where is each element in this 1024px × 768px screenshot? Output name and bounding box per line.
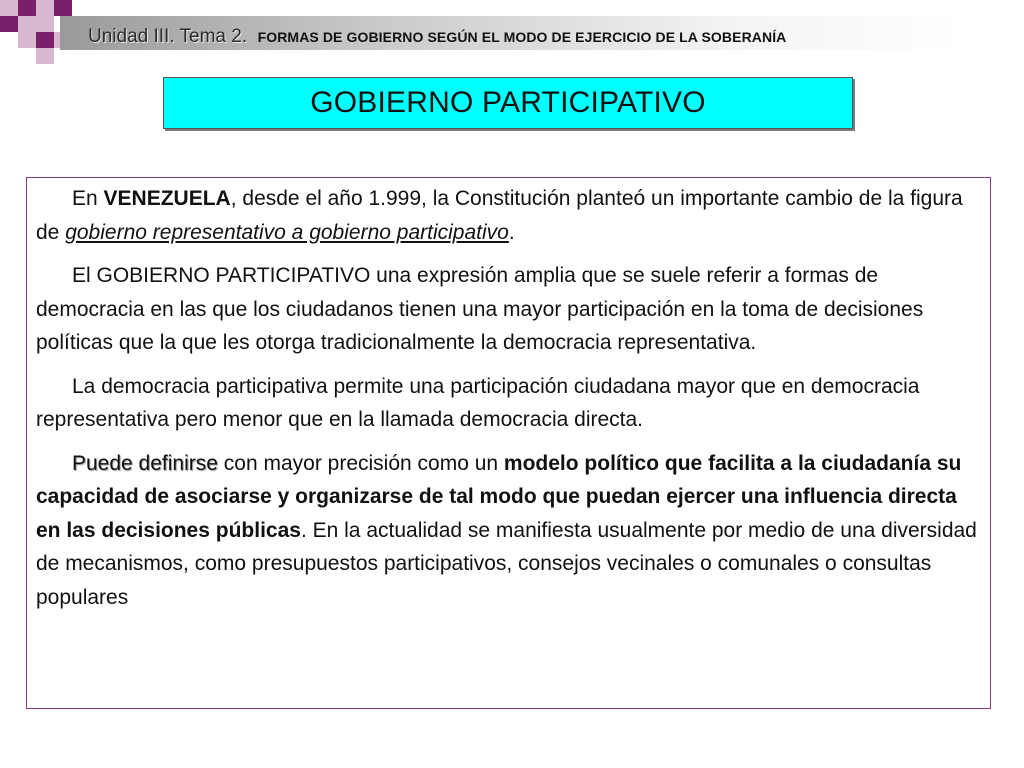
deco-square — [0, 16, 18, 32]
paragraph-3: La democracia participativa permite una participación ciudadana mayor que en democracia representativa pero menor que en la llamada democracia directa. — [36, 374, 920, 431]
p1-text-3: . — [508, 220, 515, 244]
slide-header — [88, 22, 786, 53]
p4-bold: modelo político que facilita a la ciudadanía su capacidad de asociarse y organizarse de tal modo que puedan ejercer una influencia directa en las decisiones públicas — [36, 451, 962, 542]
paragraph-4 — [36, 447, 980, 615]
deco-square — [18, 16, 36, 32]
topic-label: FORMAS DE GOBIERNO SEGÚN EL MODO DE EJERCICIO DE LA SOBERANÍA — [257, 29, 787, 45]
p4-text-1: con mayor precisión como un — [217, 451, 504, 475]
paragraph-1 — [36, 182, 980, 249]
slide-title: GOBIERNO PARTICIPATIVO — [310, 86, 706, 119]
deco-square — [36, 0, 54, 16]
paragraph-2: El GOBIERNO PARTICIPATIVO una expresión amplia que se suele referir a formas de democracia en las que los ciudadanos tienen una mayor participación en la toma de decisiones políticas que la que les otorga tradicionalmente la democracia representativa. — [36, 264, 924, 354]
deco-square — [36, 32, 54, 48]
p4-text-2: . En la actualidad se manifiesta usualmente por medio de una diversidad de mecanismos, como presupuestos participativos, consejos vecinales o comunales o consultas populares — [36, 518, 977, 609]
title-box — [163, 77, 853, 129]
p1-bold-venezuela: VENEZUELA — [103, 187, 231, 210]
p1-text-1: En — [72, 187, 104, 210]
deco-square — [18, 0, 36, 16]
deco-square — [18, 32, 36, 48]
p4-shadow-text: Puede definirse — [72, 451, 218, 475]
deco-square — [36, 48, 54, 64]
p1-text-2: , desde el año 1.999, la Constitución planteó un importante cambio de la figura de — [36, 187, 963, 244]
deco-square — [0, 0, 18, 16]
deco-square — [54, 0, 72, 16]
unit-label: Unidad III. Tema 2. — [88, 26, 248, 47]
p1-underlined: gobierno representativo a gobierno participativo — [65, 220, 509, 244]
content-box — [26, 177, 991, 709]
deco-square — [36, 16, 54, 32]
